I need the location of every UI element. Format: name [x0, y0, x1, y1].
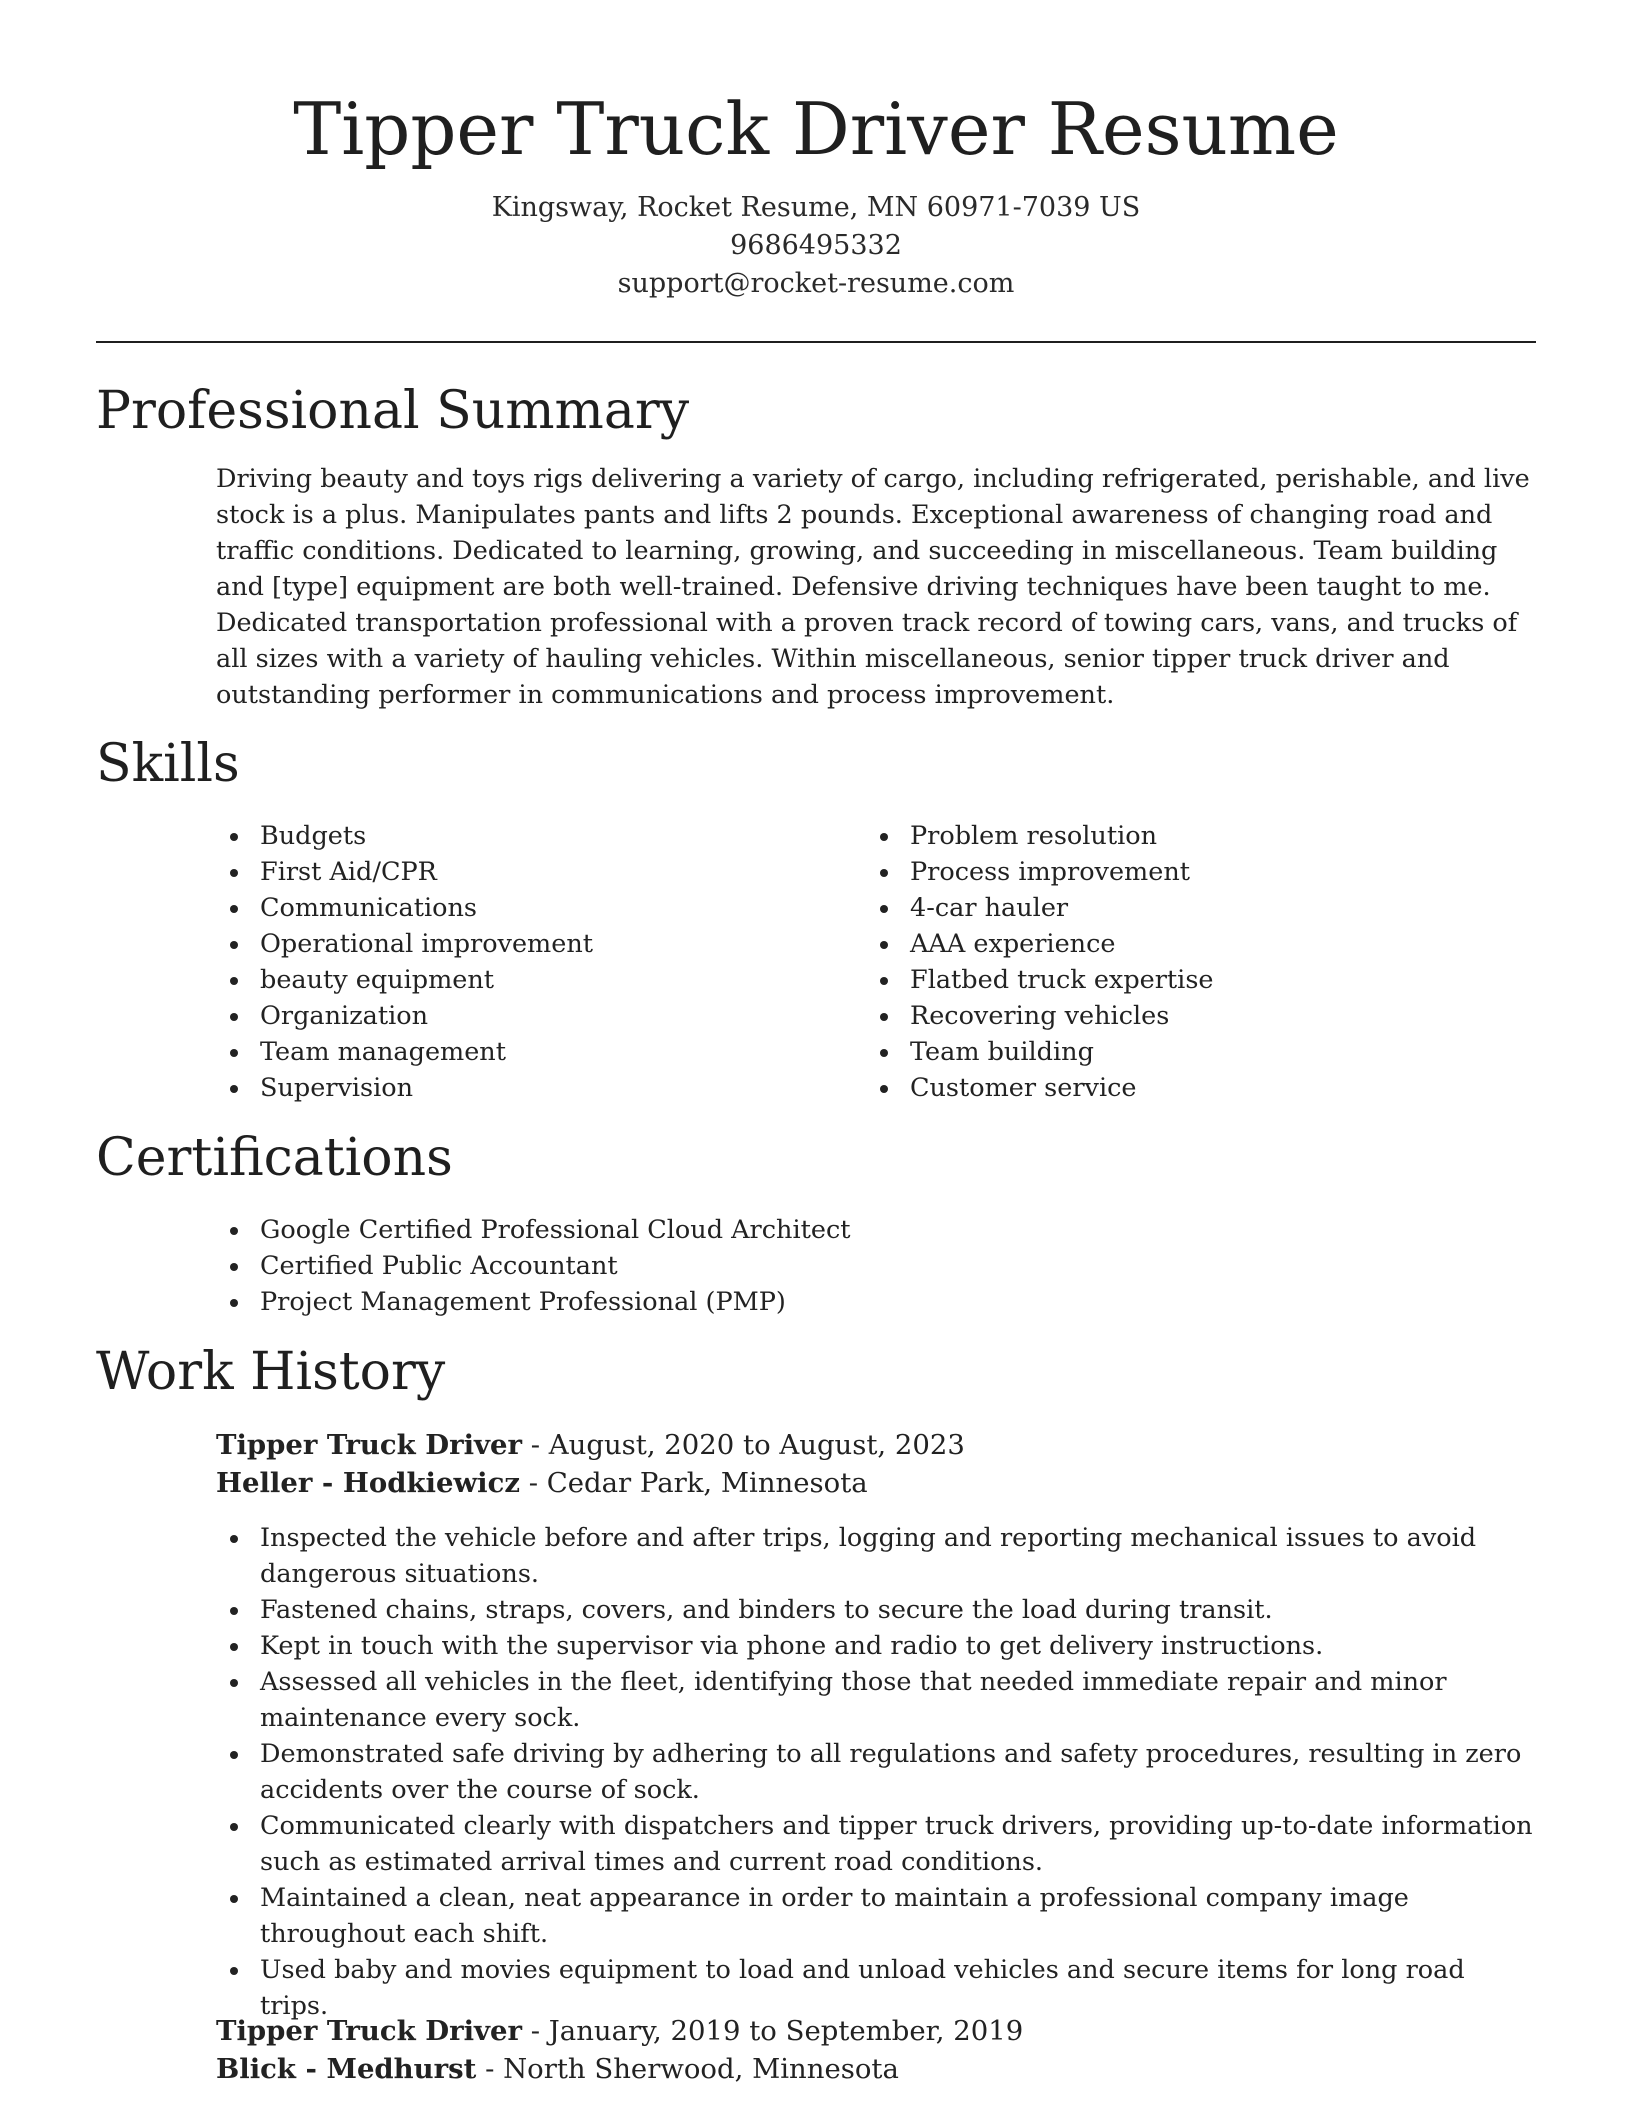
job-company: Heller - Hodkiewicz	[216, 1467, 520, 1499]
job-company-line	[216, 1464, 1546, 1502]
skill-item: Organization	[216, 998, 856, 1034]
contact-phone: 9686495332	[730, 230, 902, 261]
skill-item: Team building	[866, 1034, 1506, 1070]
skill-item: Communications	[216, 890, 856, 926]
job-role: Tipper Truck Driver	[216, 2015, 522, 2047]
skill-item: Recovering vehicles	[866, 998, 1506, 1034]
skills-list-right	[866, 818, 1506, 1106]
skill-item: Supervision	[216, 1070, 856, 1106]
job-entry	[216, 2012, 1546, 2088]
job-dates: - August, 2020 to August, 2023	[522, 1429, 965, 1461]
job-duty-item: Fastened chains, straps, covers, and binders to secure the load during transit.	[216, 1592, 1536, 1628]
job-entry	[216, 1426, 1546, 2024]
skill-item: Budgets	[216, 818, 856, 854]
skill-item: AAA experience	[866, 926, 1506, 962]
certification-item: Certified Public Accountant	[216, 1248, 1516, 1284]
skill-item: Process improvement	[866, 854, 1506, 890]
skill-item: First Aid/CPR	[216, 854, 856, 890]
resume-header	[0, 0, 1632, 303]
skill-item: Team management	[216, 1034, 856, 1070]
skill-item: beauty equipment	[216, 962, 856, 998]
job-title-line	[216, 1426, 1546, 1464]
skill-item: Problem resolution	[866, 818, 1506, 854]
header-divider	[96, 341, 1536, 343]
skills-heading: Skills	[96, 734, 240, 794]
certification-item: Google Certified Professional Cloud Architect	[216, 1212, 1516, 1248]
job-duty-item: Demonstrated safe driving by adhering to all regulations and safety procedures, resulting in zero accidents over the course of sock.	[216, 1736, 1536, 1808]
job-duties-list	[216, 1520, 1536, 2024]
job-duty-item: Kept in touch with the supervisor via phone and radio to get delivery instructions.	[216, 1628, 1536, 1664]
work-history-heading: Work History	[96, 1342, 446, 1402]
job-dates: - January, 2019 to September, 2019	[522, 2015, 1024, 2047]
skill-item: Customer service	[866, 1070, 1506, 1106]
job-location: - Cedar Park, Minnesota	[519, 1467, 868, 1499]
contact-block	[0, 189, 1632, 303]
job-role: Tipper Truck Driver	[216, 1429, 522, 1461]
job-duty-item: Communicated clearly with dispatchers and tipper truck drivers, providing up-to-date information such as estimated arrival times and current road conditions.	[216, 1808, 1536, 1880]
contact-address: Kingsway, Rocket Resume, MN 60971-7039 US	[491, 192, 1141, 223]
job-title-line	[216, 2012, 1546, 2050]
job-company-line	[216, 2050, 1546, 2088]
certifications-list	[216, 1212, 1516, 1320]
job-duty-item: Assessed all vehicles in the fleet, identifying those that needed immediate repair and minor maintenance every sock.	[216, 1664, 1536, 1736]
job-duty-item: Maintained a clean, neat appearance in order to maintain a professional company image throughout each shift.	[216, 1880, 1536, 1952]
job-duty-item: Inspected the vehicle before and after trips, logging and reporting mechanical issues to avoid dangerous situations.	[216, 1520, 1536, 1592]
job-company: Blick - Medhurst	[216, 2053, 477, 2085]
contact-email[interactable]: support@rocket-resume.com	[617, 268, 1015, 299]
skill-item: 4-car hauler	[866, 890, 1506, 926]
resume-title: Tipper Truck Driver Resume	[293, 87, 1339, 171]
job-duty-item: Used baby and movies equipment to load and unload vehicles and secure items for long road trips.	[216, 1952, 1536, 2024]
job-location: - North Sherwood, Minnesota	[476, 2053, 899, 2085]
summary-heading: Professional Summary	[96, 381, 690, 441]
summary-text: Driving beauty and toys rigs delivering a variety of cargo, including refrigerated, perishable, and live stock is a plus. Manipulates pants and lifts 2 pounds. Exceptional awareness of changing road and traffic conditions. Dedicated to learning, growing, and succeeding in miscellaneous. Team building and [type] equipment are both well-trained. Defensive driving techniques have been taught to me. Dedicated transportation professional with a proven track record of towing cars, vans, and trucks of all sizes with a variety of hauling vehicles. Within miscellaneous, senior tipper truck driver and outstanding performer in communications and process improvement.	[216, 464, 1530, 710]
skills-list-left	[216, 818, 856, 1106]
skill-item: Flatbed truck expertise	[866, 962, 1506, 998]
skill-item: Operational improvement	[216, 926, 856, 962]
certification-item: Project Management Professional (PMP)	[216, 1284, 1516, 1320]
certifications-heading: Certifications	[96, 1128, 453, 1188]
